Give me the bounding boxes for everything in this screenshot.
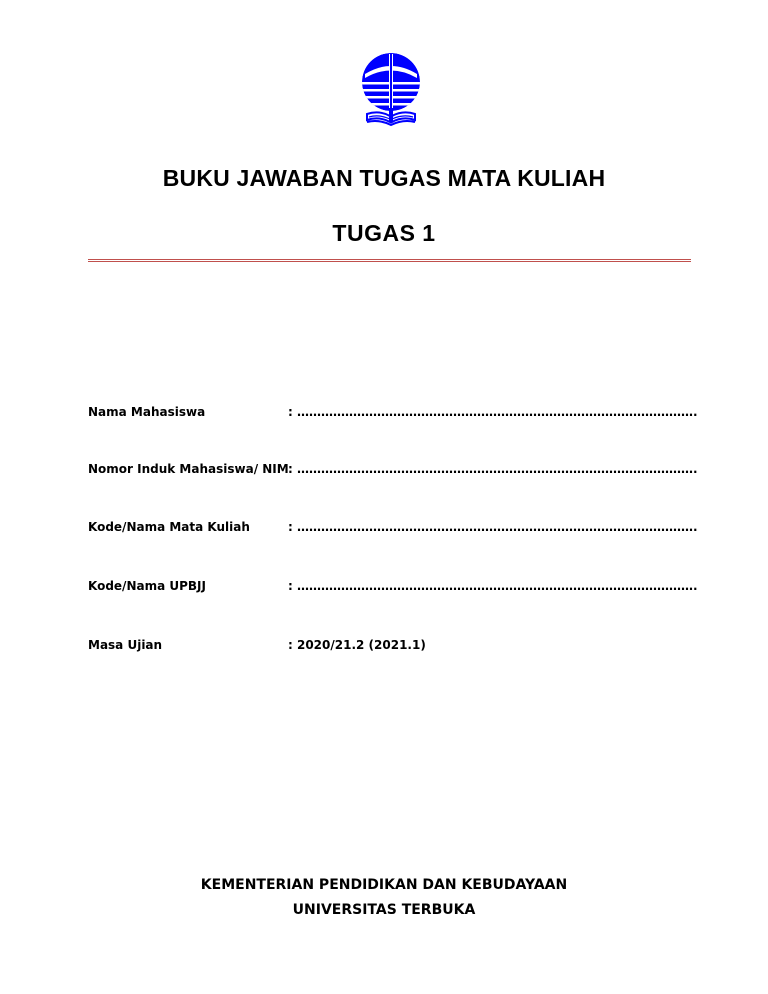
field-student-id — [88, 462, 698, 482]
field-upbjj — [88, 579, 698, 599]
field-value: : 2020/21.2 (2021.1) — [288, 638, 426, 652]
field-exam-period — [88, 638, 688, 658]
university-name: UNIVERSITAS TERBUKA — [292, 902, 476, 918]
assignment-number: TUGAS 1 — [332, 220, 436, 246]
document-title: BUKU JAWABAN TUGAS MATA KULIAH — [162, 165, 606, 191]
ministry-name: KEMENTERIAN PENDIDIKAN DAN KEBUDAYAAN — [200, 877, 568, 893]
field-value: : ………………………………………………………………………………………. — [288, 520, 698, 534]
field-label: Nomor Induk Mahasiswa/ NIM — [88, 462, 289, 476]
field-label: Nama Mahasiswa — [88, 405, 206, 419]
field-value: : ………………………………………………………………………………………. — [288, 462, 698, 476]
field-label: Masa Ujian — [88, 638, 163, 652]
field-student-name — [88, 405, 698, 425]
field-label: Kode/Nama Mata Kuliah — [88, 520, 250, 534]
field-value: : ………………………………………………………………………………………. — [288, 405, 698, 419]
title-divider — [88, 259, 691, 262]
university-logo-icon — [359, 52, 423, 128]
field-value: : ………………………………………………………………………………………. — [288, 579, 698, 593]
field-label: Kode/Nama UPBJJ — [88, 579, 206, 593]
field-course — [88, 520, 698, 540]
